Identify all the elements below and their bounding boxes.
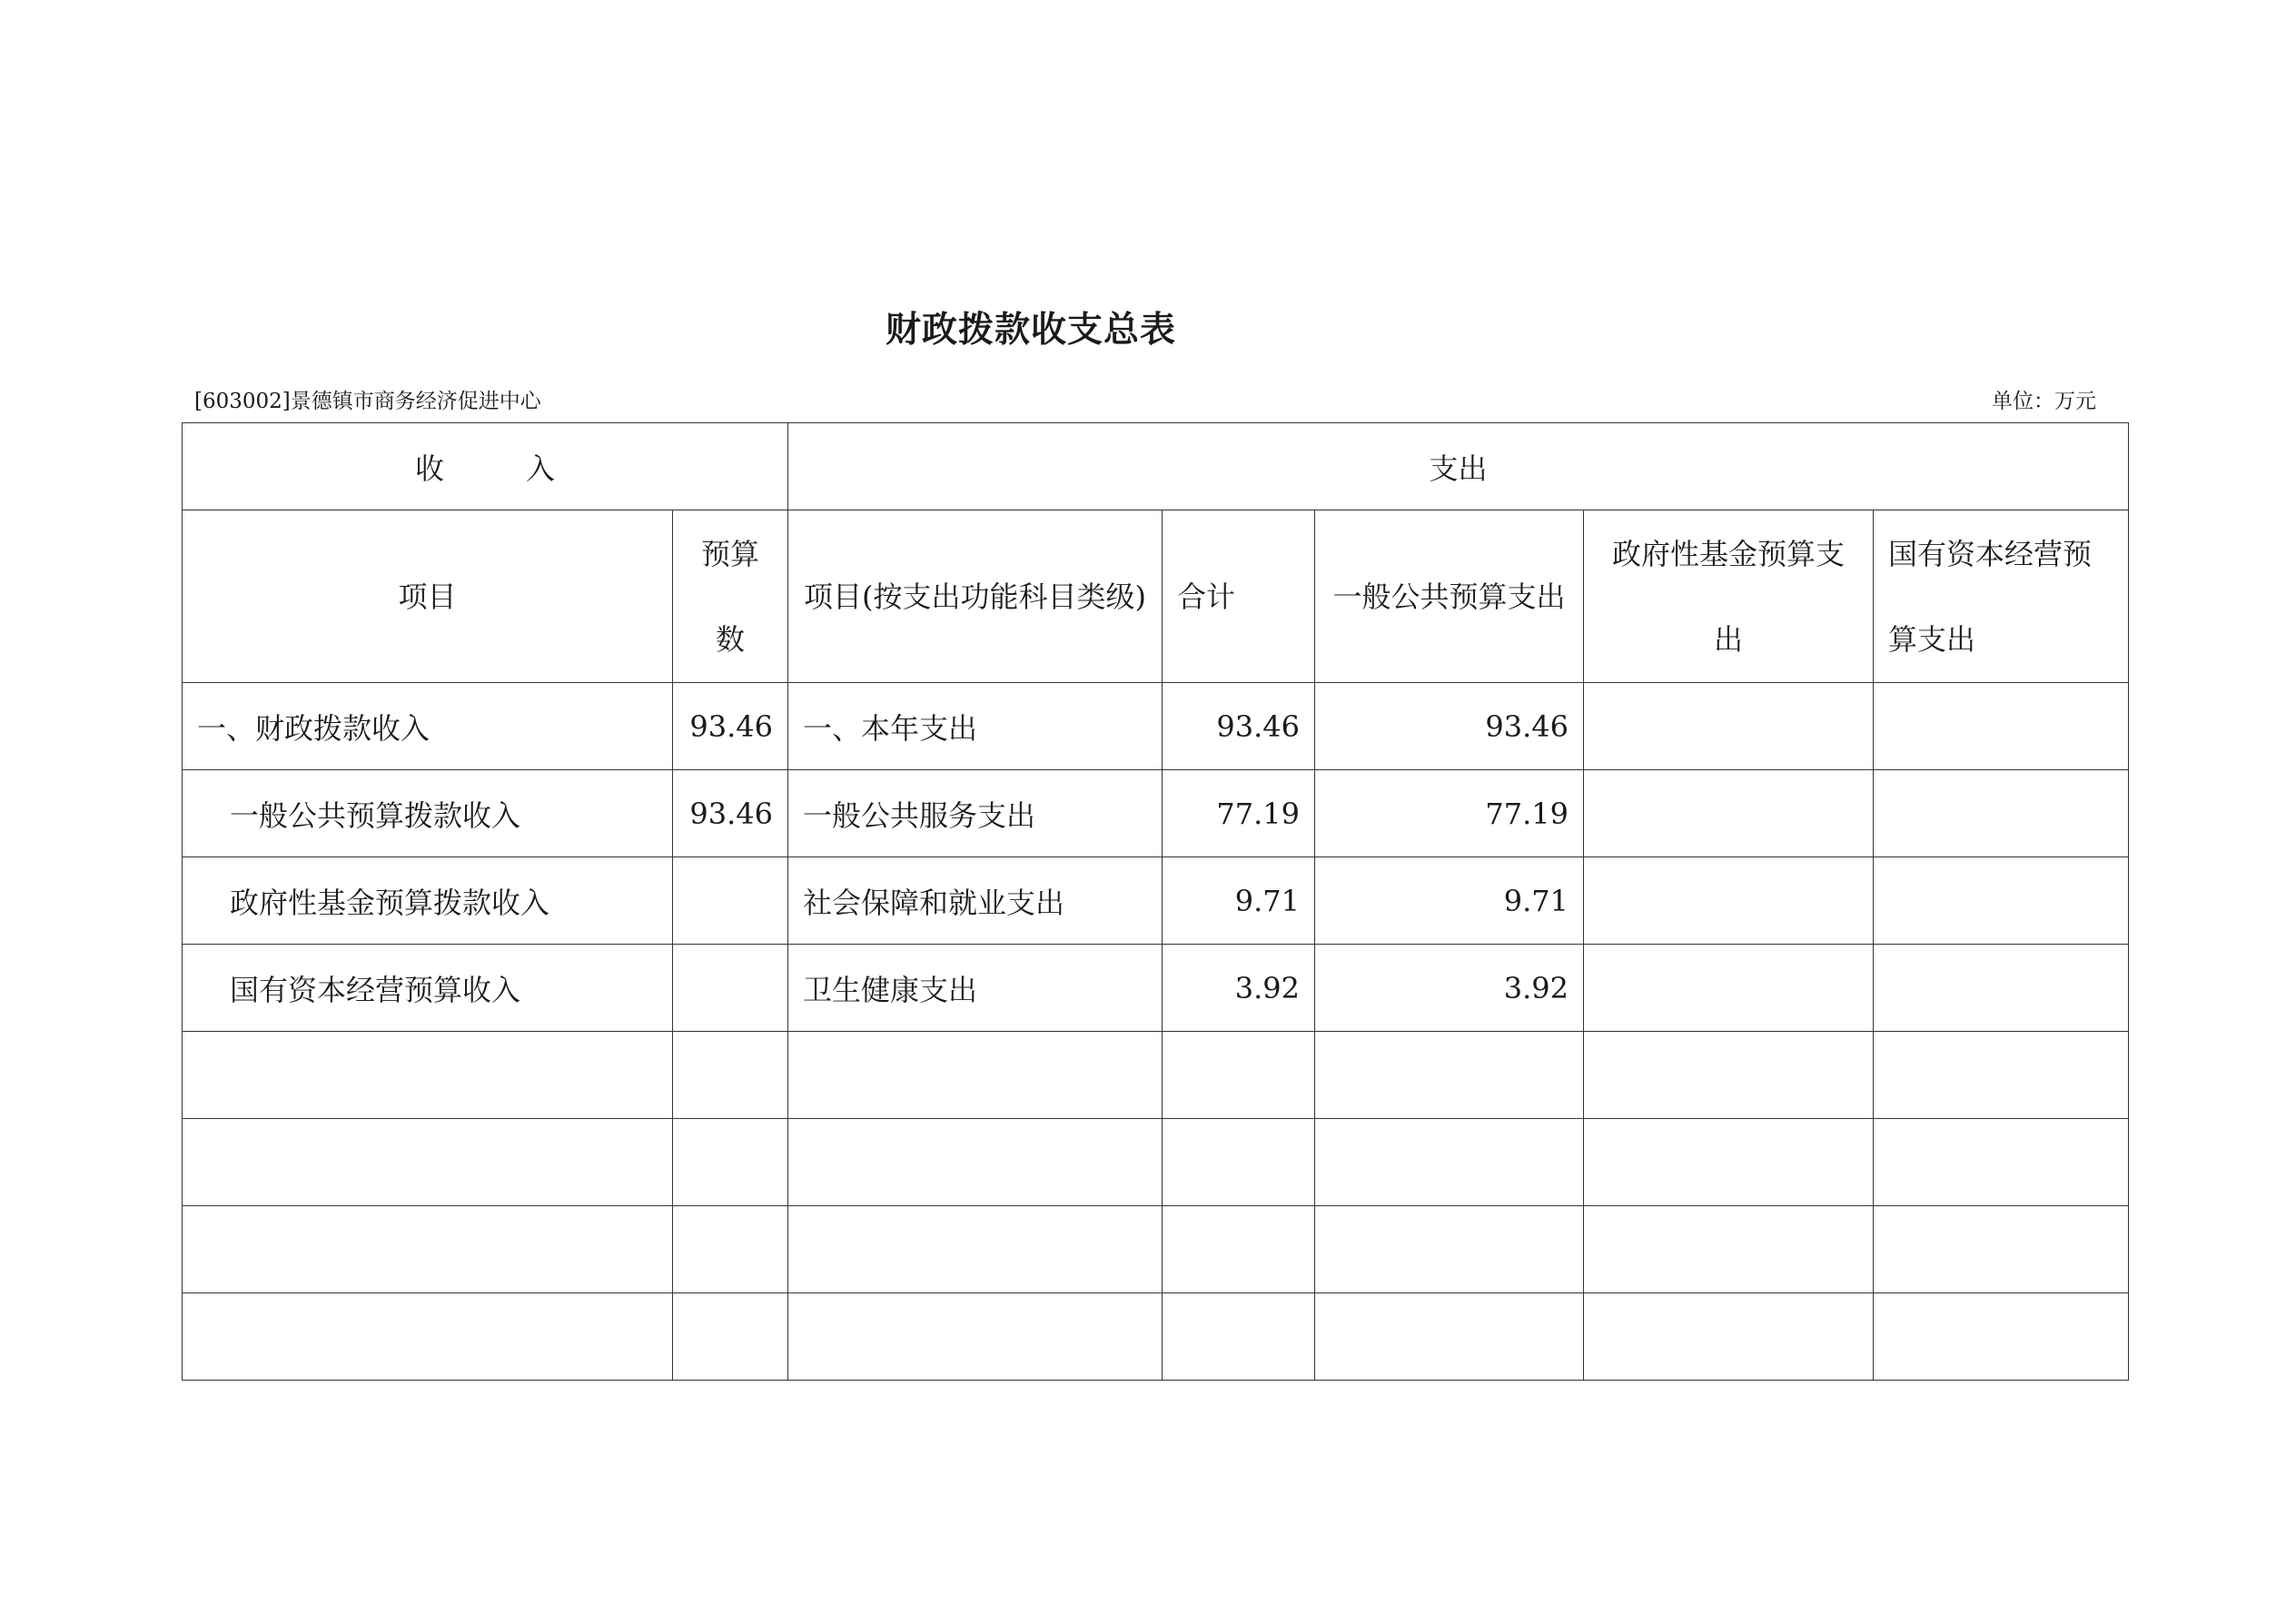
expense-group-header: 支出 (788, 423, 2129, 510)
header-row-columns (183, 510, 2129, 683)
fund-budget-header: 政府性基金预算支出 (1584, 510, 1874, 683)
total-cell: 77.19 (1163, 770, 1315, 857)
expense-item-header: 项目(按支出功能科目类级) (788, 510, 1163, 683)
income-budget-cell: 93.46 (673, 770, 788, 857)
income-item-cell: 政府性基金预算拨款收入 (183, 857, 673, 945)
header-row-group (183, 423, 2129, 510)
capital-cell (1874, 770, 2129, 857)
fund-cell (1584, 1032, 1874, 1119)
income-item-cell (183, 1032, 673, 1119)
general-cell (1315, 1293, 1584, 1381)
table-row (183, 857, 2129, 945)
expense-item-cell (788, 1119, 1163, 1206)
general-cell (1315, 1119, 1584, 1206)
income-item-cell: 国有资本经营预算收入 (183, 945, 673, 1032)
expense-item-cell (788, 1206, 1163, 1293)
general-cell (1315, 1032, 1584, 1119)
income-budget-cell: 93.46 (673, 683, 788, 770)
income-group-header (183, 423, 788, 510)
total-cell: 9.71 (1163, 857, 1315, 945)
table-row (183, 1206, 2129, 1293)
income-group-header-a: 收 (414, 451, 444, 486)
income-item-cell (183, 1293, 673, 1381)
expense-item-cell (788, 1032, 1163, 1119)
fund-cell (1584, 683, 1874, 770)
income-budget-cell (673, 1206, 788, 1293)
total-cell: 3.92 (1163, 945, 1315, 1032)
income-item-header: 项目 (183, 510, 673, 683)
income-item-cell: 一、财政拨款收入 (183, 683, 673, 770)
fund-cell (1584, 945, 1874, 1032)
expense-item-cell: 一、本年支出 (788, 683, 1163, 770)
income-budget-cell (673, 1293, 788, 1381)
expense-item-cell (788, 1293, 1163, 1381)
capital-budget-header: 国有资本经营预算支出 (1874, 510, 2129, 683)
capital-cell (1874, 945, 2129, 1032)
total-cell (1163, 1119, 1315, 1206)
table-row (183, 1119, 2129, 1206)
table-row (183, 1032, 2129, 1119)
general-budget-header: 一般公共预算支出 (1315, 510, 1584, 683)
total-cell (1163, 1293, 1315, 1381)
fund-cell (1584, 1293, 1874, 1381)
capital-cell (1874, 683, 2129, 770)
page-title: 财政拨款收支总表 (885, 309, 1176, 351)
total-cell (1163, 1032, 1315, 1119)
income-budget-cell (673, 857, 788, 945)
income-item-cell (183, 1206, 673, 1293)
general-cell (1315, 1206, 1584, 1293)
capital-cell (1874, 857, 2129, 945)
expense-item-cell: 一般公共服务支出 (788, 770, 1163, 857)
fund-cell (1584, 770, 1874, 857)
general-cell: 3.92 (1315, 945, 1584, 1032)
income-budget-header: 预算数 (673, 510, 788, 683)
general-cell: 93.46 (1315, 683, 1584, 770)
general-cell: 9.71 (1315, 857, 1584, 945)
budget-table (182, 422, 2129, 1381)
expense-item-cell: 卫生健康支出 (788, 945, 1163, 1032)
fund-cell (1584, 857, 1874, 945)
table-row (183, 770, 2129, 857)
unit-label: 单位：万元 (1992, 390, 2096, 413)
income-group-header-b: 入 (526, 451, 556, 486)
table-row (183, 1293, 2129, 1381)
capital-cell (1874, 1293, 2129, 1381)
fund-cell (1584, 1206, 1874, 1293)
general-cell: 77.19 (1315, 770, 1584, 857)
capital-cell (1874, 1206, 2129, 1293)
expense-item-cell: 社会保障和就业支出 (788, 857, 1163, 945)
income-budget-cell (673, 945, 788, 1032)
unit-name: [603002]景德镇市商务经济促进中心 (194, 390, 541, 413)
capital-cell (1874, 1032, 2129, 1119)
total-header: 合计 (1163, 510, 1315, 683)
income-item-cell: 一般公共预算拨款收入 (183, 770, 673, 857)
total-cell (1163, 1206, 1315, 1293)
table-row (183, 945, 2129, 1032)
table-row (183, 683, 2129, 770)
total-cell: 93.46 (1163, 683, 1315, 770)
income-budget-cell (673, 1032, 788, 1119)
capital-cell (1874, 1119, 2129, 1206)
income-item-cell (183, 1119, 673, 1206)
fund-cell (1584, 1119, 1874, 1206)
income-budget-cell (673, 1119, 788, 1206)
